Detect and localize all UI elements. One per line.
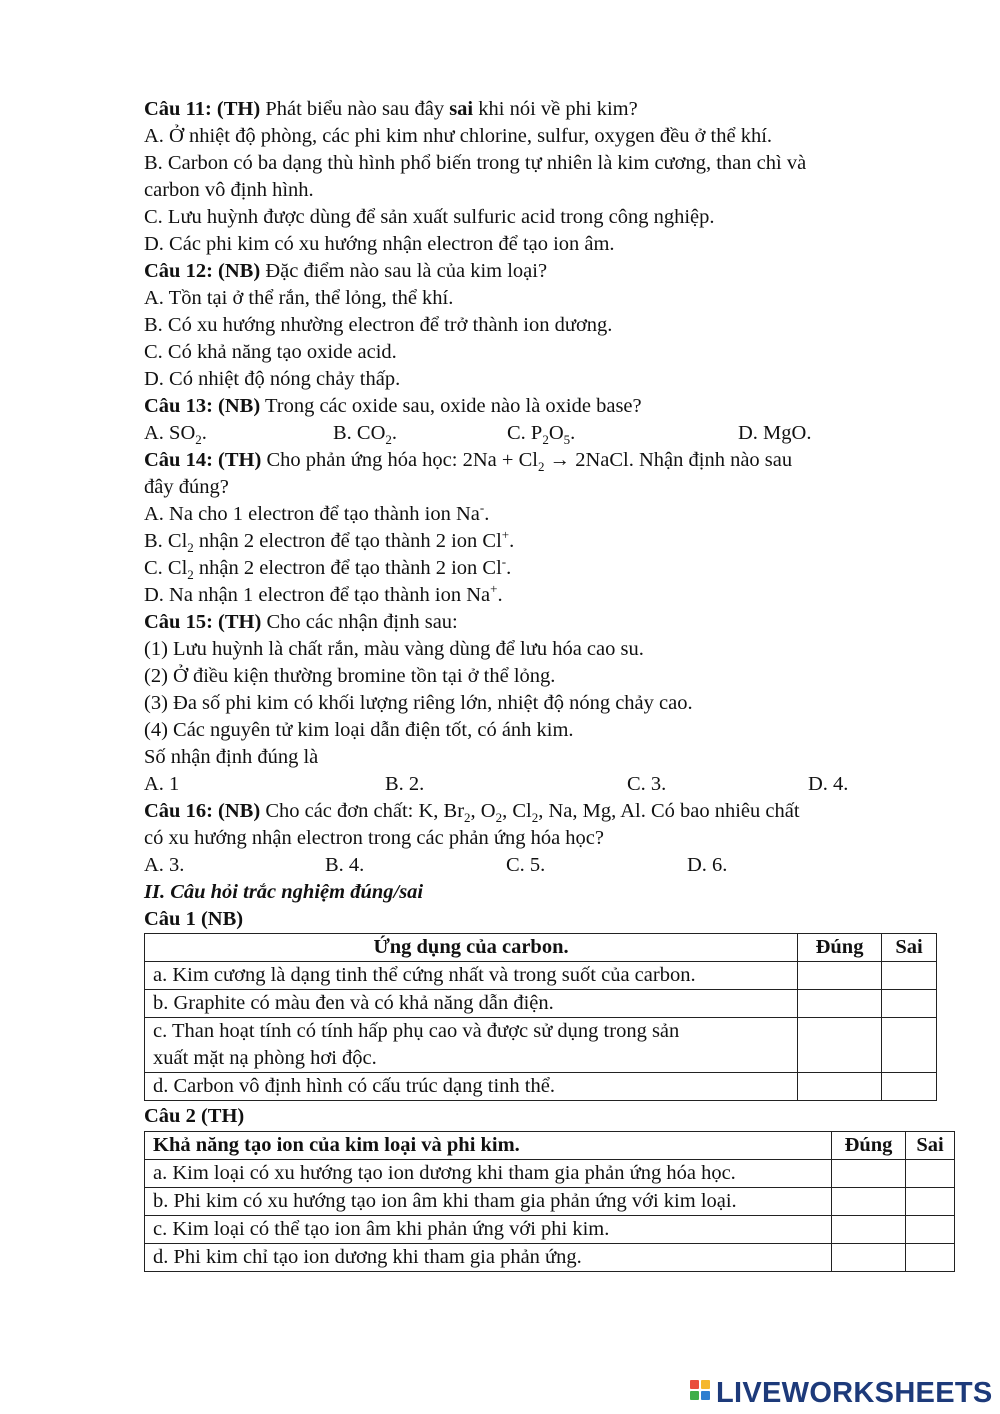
tf2-a-false-cell[interactable] <box>906 1160 955 1188</box>
tf1-c-false-cell[interactable] <box>882 1018 937 1073</box>
tf1-c-true-cell[interactable] <box>798 1018 882 1073</box>
tf2-statement-b: b. Phi kim có xu hướng tạo ion âm khi tham gia phản ứng với kim loại. <box>145 1188 832 1216</box>
table-row <box>145 1018 937 1073</box>
q15-option-c[interactable]: C. 3. <box>627 773 667 795</box>
tf2-col-false: Sai <box>906 1132 955 1160</box>
q11-option-b[interactable]: B. Carbon có ba dạng thù hình phổ biến trong tự nhiên là kim cương, than chì và <box>144 152 807 174</box>
tf2-header-row <box>145 1132 955 1160</box>
q13-option-a[interactable]: A. $SO_2$. <box>144 422 207 448</box>
q15-option-a[interactable]: A. 1 <box>144 773 180 795</box>
section-2-title: II. Câu hỏi trắc nghiệm đúng/sai <box>144 881 424 903</box>
q16-label: Câu 16: <box>144 800 213 822</box>
tf1-a-true-cell[interactable] <box>798 962 882 990</box>
q12-stem <box>144 258 547 285</box>
table-row <box>145 990 937 1018</box>
tf2-header: Khả năng tạo ion của kim loại và phi kim. <box>145 1132 832 1160</box>
q15-statement-3: (3) Đa số phi kim có khối lượng riêng lớn, nhiệt độ nóng chảy cao. <box>144 692 693 714</box>
tf2-a-true-cell[interactable] <box>832 1160 906 1188</box>
q14-option-d[interactable]: D. Na nhận 1 electron để tạo thành ion Na+. <box>144 581 503 606</box>
tf1-d-false-cell[interactable] <box>882 1073 937 1101</box>
tf1-header: Ứng dụng của carbon. <box>145 934 798 962</box>
table-row <box>145 1244 955 1272</box>
tf1-statement-d: d. Carbon vô định hình có cấu trúc dạng tinh thể. <box>145 1073 798 1101</box>
q11-level: (TH) <box>216 98 261 120</box>
q12-text: Đặc điểm nào sau là của kim loại? <box>260 260 548 282</box>
q14-option-b[interactable]: B. $Cl_2$ nhận 2 electron để tạo thành 2 ion Cl+. <box>144 527 515 556</box>
q16-stem-cont: có xu hướng nhận electron trong các phản ứng hóa học? <box>144 827 604 849</box>
q11-stem <box>144 96 638 123</box>
q14-option-a[interactable]: A. Na cho 1 electron để tạo thành ion Na-. <box>144 500 490 525</box>
table-row <box>145 1188 955 1216</box>
q14-stem: Câu 14: (TH) Cho phản ứng hóa học: $2Na + Cl_2$ → 2NaCl. Nhận định nào sau <box>144 449 793 475</box>
tf2-d-true-cell[interactable] <box>832 1244 906 1272</box>
tf1-col-true: Đúng <box>798 934 882 962</box>
q14-option-c[interactable]: C. $Cl_2$ nhận 2 electron để tạo thành 2 ion Cl-. <box>144 554 512 583</box>
liveworksheets-logo-icon <box>690 1378 712 1408</box>
table-row <box>145 1216 955 1244</box>
q16-option-d[interactable]: D. 6. <box>687 854 728 876</box>
tf1-a-false-cell[interactable] <box>882 962 937 990</box>
q13-stem <box>144 393 642 420</box>
q12-option-c[interactable]: C. Có khả năng tạo oxide acid. <box>144 341 397 363</box>
q14-label: Câu 14: <box>144 449 213 471</box>
tf1-b-false-cell[interactable] <box>882 990 937 1018</box>
tf2-b-false-cell[interactable] <box>906 1188 955 1216</box>
q15-ask: Số nhận định đúng là <box>144 746 319 768</box>
q11-option-d[interactable]: D. Các phi kim có xu hướng nhận electron để tạo ion âm. <box>144 233 615 255</box>
q15-option-d[interactable]: D. 4. <box>808 773 849 795</box>
q11-option-a[interactable]: A. Ở nhiệt độ phòng, các phi kim như chlorine, sulfur, oxygen đều ở thể khí. <box>144 125 773 147</box>
q13-label: Câu 13: <box>144 395 213 417</box>
q16-option-b[interactable]: B. 4. <box>325 854 365 876</box>
q11-text: Phát biểu nào sau đây <box>260 98 450 120</box>
tf1-statement-c: c. Than hoạt tính có tính hấp phụ cao và được sử dụng trong sản xuất mặt nạ phòng hơi độc. <box>145 1018 798 1073</box>
tf2-statement-a: a. Kim loại có xu hướng tạo ion dương khi tham gia phản ứng hóa học. <box>145 1160 832 1188</box>
q11-option-c[interactable]: C. Lưu huỳnh được dùng để sản xuất sulfuric acid trong công nghiệp. <box>144 206 715 228</box>
q16-option-a[interactable]: A. 3. <box>144 854 185 876</box>
q13-option-d[interactable]: D. MgO. <box>738 422 812 444</box>
tf1-statement-a: a. Kim cương là dạng tinh thể cứng nhất và trong suốt của carbon. <box>145 962 798 990</box>
tf1-b-true-cell[interactable] <box>798 990 882 1018</box>
q15-statement-4: (4) Các nguyên tử kim loại dẫn điện tốt, có ánh kim. <box>144 719 574 741</box>
q13-option-c[interactable]: C. $P_2O_5$. <box>507 422 576 448</box>
q15-stem <box>144 609 458 636</box>
q16-option-c[interactable]: C. 5. <box>506 854 546 876</box>
q12-option-a[interactable]: A. Tồn tại ở thể rắn, thể lỏng, thể khí. <box>144 287 454 309</box>
tf1-col-false: Sai <box>882 934 937 962</box>
tf2-col-true: Đúng <box>832 1132 906 1160</box>
tf1-header-row <box>145 934 937 962</box>
q11-emphasis: sai <box>449 98 474 120</box>
tf2-c-false-cell[interactable] <box>906 1216 955 1244</box>
tf2-statement-d: d. Phi kim chỉ tạo ion dương khi tham gia phản ứng. <box>145 1244 832 1272</box>
q16-stem: Câu 16: (NB) Cho các đơn chất: K, $Br_2$, $O_2$, $Cl_2$, Na, Mg, Al. Có bao nhiêu chất <box>144 800 800 826</box>
table-row <box>145 962 937 990</box>
q15-level: (TH) <box>218 611 262 633</box>
liveworksheets-logo[interactable] <box>690 1373 993 1413</box>
q13-option-b[interactable]: B. $CO_2$. <box>333 422 398 448</box>
q15-text: Cho các nhận định sau: <box>261 611 458 633</box>
q11-label: Câu 11: <box>144 98 212 120</box>
tf2-b-true-cell[interactable] <box>832 1188 906 1216</box>
tf1-title: Câu 1 (NB) <box>144 908 244 930</box>
tf1-d-true-cell[interactable] <box>798 1073 882 1101</box>
q13-text: Trong các oxide sau, oxide nào là oxide base? <box>260 395 642 417</box>
q11-option-b-cont: carbon vô định hình. <box>144 179 314 201</box>
table-row <box>145 1160 955 1188</box>
q15-statement-1: (1) Lưu huỳnh là chất rắn, màu vàng dùng để lưu hóa cao su. <box>144 638 644 660</box>
tf2-table <box>144 1131 955 1272</box>
q15-statement-2: (2) Ở điều kiện thường bromine tồn tại ở thể lỏng. <box>144 665 556 687</box>
tf2-d-false-cell[interactable] <box>906 1244 955 1272</box>
q12-option-b[interactable]: B. Có xu hướng nhường electron để trở thành ion dương. <box>144 314 613 336</box>
tf2-statement-c: c. Kim loại có thể tạo ion âm khi phản ứng với phi kim. <box>145 1216 832 1244</box>
tf2-c-true-cell[interactable] <box>832 1216 906 1244</box>
q15-label: Câu 15: <box>144 611 213 633</box>
q12-label: Câu 12: <box>144 260 213 282</box>
q11-text-end: khi nói về phi kim? <box>473 98 638 120</box>
tf1-statement-b: b. Graphite có màu đen và có khả năng dẫn điện. <box>145 990 798 1018</box>
table-row <box>145 1073 937 1101</box>
q14-level: (TH) <box>218 449 262 471</box>
tf2-title: Câu 2 (TH) <box>144 1105 245 1127</box>
q14-stem-cont: đây đúng? <box>144 476 229 498</box>
q12-option-d[interactable]: D. Có nhiệt độ nóng chảy thấp. <box>144 368 401 390</box>
brand-name: LIVEWORKSHEETS <box>716 1376 993 1409</box>
q13-level: (NB) <box>218 395 261 417</box>
q12-level: (NB) <box>218 260 261 282</box>
q16-level: (NB) <box>218 800 261 822</box>
tf1-table <box>144 933 937 1101</box>
q15-option-b[interactable]: B. 2. <box>385 773 425 795</box>
